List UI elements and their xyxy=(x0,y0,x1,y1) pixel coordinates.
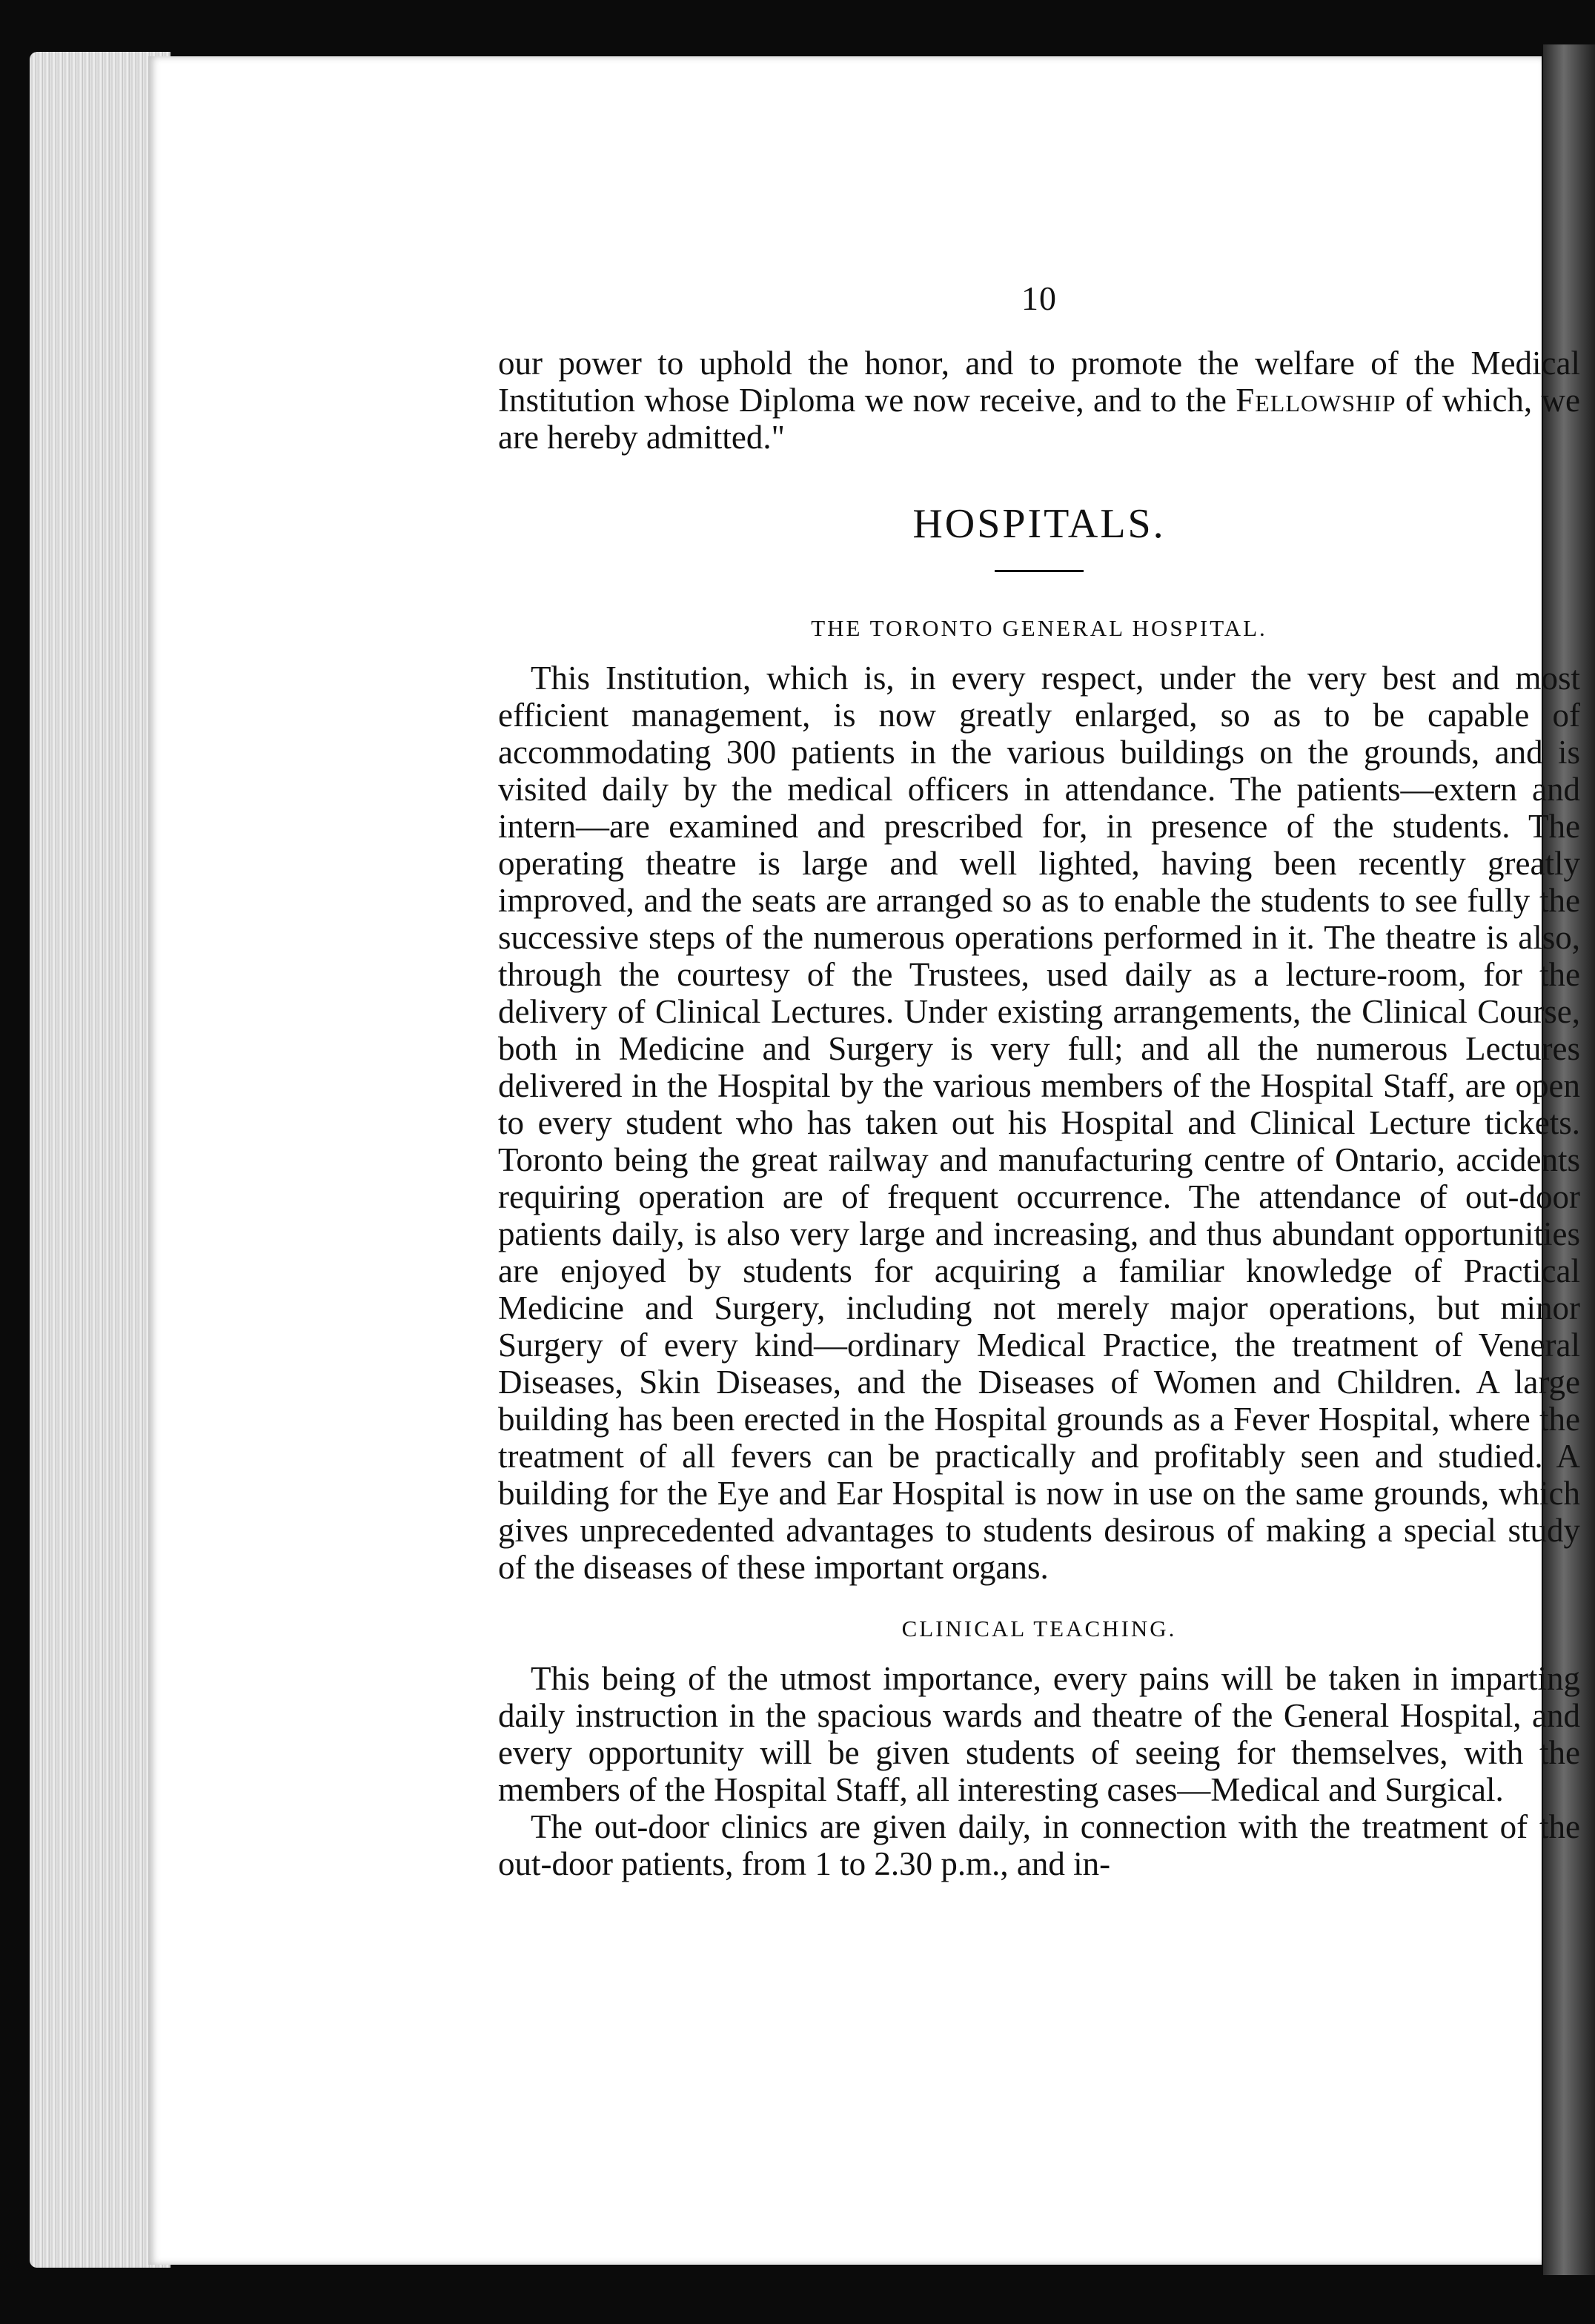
hospital-paragraph: This Institution, which is, in every respect, under the very best and most efficient management, is now greatly enlarged, so as to be capable of accommodating 300 patients in the various buildings on the grounds, and is visited daily by the medical officers in attendance. The patients—extern and intern—are examined and prescribed for, in presence of the students. The operating theatre is large and well lighted, having been recently greatly improved, and the seats are arranged so as to enable the students to see fully the successive steps of the numerous operations performed in it. The theatre is also, through the courtesy of the Trustees, used daily as a lecture-room, for the delivery of Clinical Lectures. Under existing arrangements, the Clinical Course, both in Medicine and Surgery is very full; and all the numerous Lectures delivered in the Hospital by the various members of the Hospital Staff, are open to every student who has taken out his Hospital and Clinical Lecture tickets. Toronto being the great railway and manufacturing centre of Ontario, accidents requiring operation are of frequent occurrence. The attendance of out-door patients daily, is also very large and increasing, and thus abundant opportunities are enjoyed by students for acquiring a familiar knowledge of Practical Medicine and Surgery, including not merely major operations, but minor Surgery of every kind—ordinary Medical Practice, the treatment of Veneral Diseases, Skin Diseases, and the Diseases of Women and Children. A large building has been erected in the Hospital grounds as a Fever Hospital, where the treatment of all fevers can be practically and profitably seen and studied. A building for the Eye and Ear Hospital is now in use on the same grounds, which gives unprecedented advantages to students desirous of making a special study of the diseases of these important organs. xyxy=(498,660,1580,1586)
page-number: 10 xyxy=(1021,279,1057,317)
subheading-toronto-general-hospital: THE TORONTO GENERAL HOSPITAL. xyxy=(811,615,1267,641)
section-title: HOSPITALS. xyxy=(912,501,1166,547)
subheading-clinical-teaching: CLINICAL TEACHING. xyxy=(901,1616,1177,1641)
title-rule xyxy=(995,570,1084,572)
opening-text-after: of which, we are hereby admitted." xyxy=(498,382,1580,456)
book-page xyxy=(148,56,1580,2265)
clinical-paragraph-2: The out-door clinics are given daily, in connection with the treatment of the out-door patients, from 1 to 2.30 p.m., and in- xyxy=(498,1808,1580,1882)
clinical-paragraph-1: This being of the utmost importance, every pains will be taken in imparting daily instruction in the spacious wards and theatre of the General Hospital, and every opportunity will be given students of seeing for themselves, with the members of the Hospital Staff, all interesting cases—Medical and Surgical. xyxy=(498,1660,1580,1808)
opening-text-before: our power to uphold the honor, and to promote the welfare of the Medical Institution whose Diploma we now receive, and to the xyxy=(498,345,1580,419)
opening-paragraph xyxy=(498,345,1580,456)
page-content xyxy=(498,279,1580,1882)
fellowship-small-caps: Fellowship xyxy=(1236,382,1396,419)
